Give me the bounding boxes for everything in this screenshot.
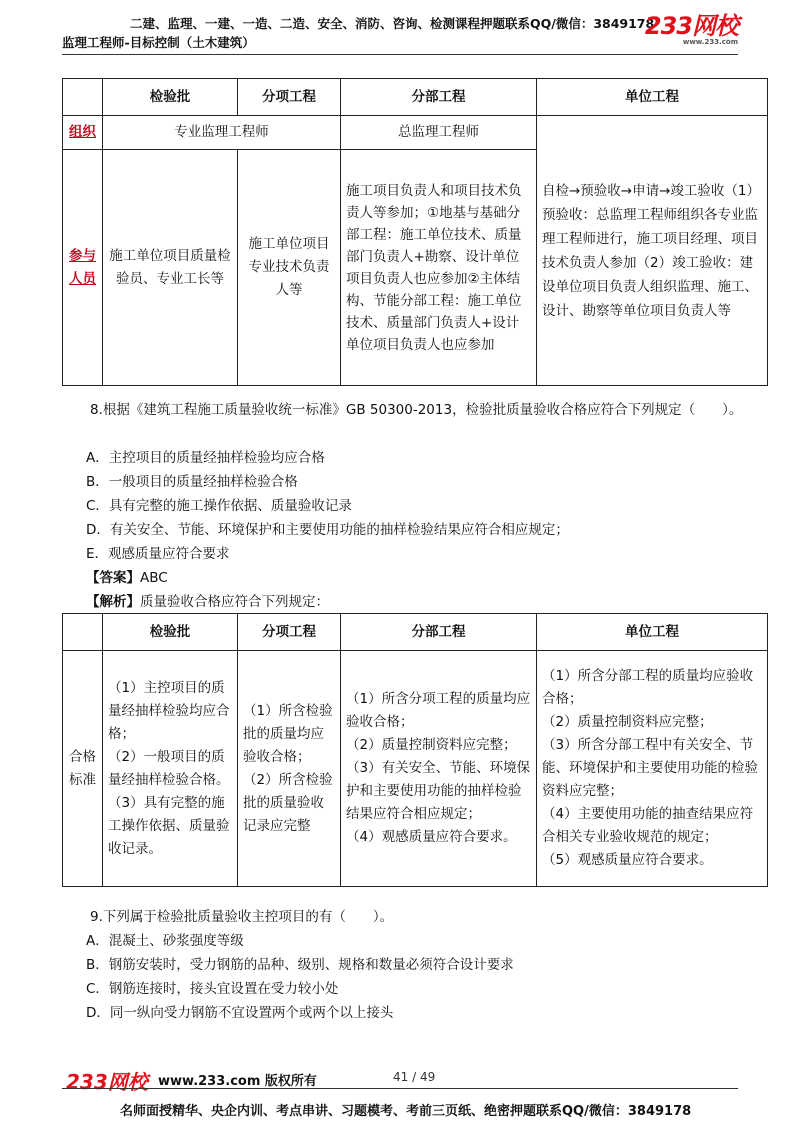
list-item: （4）主要使用功能的抽查结果应符合相关专业验收规范的规定； bbox=[542, 806, 754, 845]
table-row bbox=[63, 116, 768, 150]
option-e: E．观感质量应符合要求 bbox=[86, 546, 230, 562]
table-cell bbox=[341, 651, 537, 887]
footer-site[interactable]: www.233.com 版权所有 bbox=[158, 1074, 317, 1089]
row-label-organize[interactable]: 组织 bbox=[63, 116, 103, 150]
table-cell bbox=[103, 651, 238, 887]
header-cell: 单位工程 bbox=[537, 79, 768, 116]
table-header-row bbox=[63, 614, 768, 651]
list-item: （3）有关安全、节能、环境保护和主要使用功能的抽样检验结果应符合相应规定； bbox=[346, 760, 531, 822]
qualification-standard-table bbox=[62, 613, 768, 887]
list-item: （1）所含分部工程的质量均应验收合格； bbox=[542, 668, 754, 707]
header-cell: 单位工程 bbox=[537, 614, 768, 651]
doc-title: 监理工程师-目标控制（土木建筑） bbox=[62, 35, 255, 50]
list-item: （3）所含分部工程中有关安全、节能、环境保护和主要使用功能的检验资料应完整； bbox=[542, 737, 758, 799]
row-label: 合格标准 bbox=[63, 651, 103, 887]
table-cell: 施工单位项目质量检验员、专业工长等 bbox=[103, 150, 238, 386]
table-cell bbox=[238, 651, 341, 887]
footer-divider bbox=[62, 1088, 738, 1089]
table-cell: 自检→预验收→申请→竣工验收（1）预验收：总监理工程师组织各专业监理工程师进行，施工项目经理、项目技术负责人参加（2）竣工验收：建设单位项目负责人组织监理、施工、设计、勘察等单位项目负责人等 bbox=[537, 116, 768, 386]
analysis: 【解析】质量验收合格应符合下列规定： bbox=[86, 594, 329, 610]
row-label-participants[interactable]: 参与人员 bbox=[63, 150, 103, 386]
header-cell: 分项工程 bbox=[238, 79, 341, 116]
header-promo: 二建、监理、一建、一造、二造、安全、消防、咨询、检测课程押题联系QQ/微信：3849178 bbox=[130, 16, 655, 31]
option-d: D．同一纵向受力钢筋不宜设置两个或两个以上接头 bbox=[86, 1005, 394, 1021]
footer-promo: 名师面授精华、央企内训、考点串讲、习题模考、考前三页纸、绝密押题联系QQ/微信：3849178 bbox=[120, 1104, 692, 1119]
list-item: （2）一般项目的质量经抽样检验合格。 bbox=[108, 748, 230, 788]
list-item: （4）观感质量应符合要求。 bbox=[346, 829, 517, 845]
option-a: A．主控项目的质量经抽样检验均应合格 bbox=[86, 450, 325, 466]
question-8-stem: 8.根据《建筑工程施工质量验收统一标准》GB 50300-2013，检验批质量验收合格应符合下列规定（ ）。 bbox=[90, 402, 743, 418]
header-cell: 分项工程 bbox=[238, 614, 341, 651]
list-item: （1）所含分项工程的质量均应验收合格； bbox=[346, 691, 531, 730]
list-item: （3）具有完整的施工操作依据、质量验收记录。 bbox=[108, 794, 230, 857]
question-9-stem: 9.下列属于检验批质量验收主控项目的有（ ）。 bbox=[90, 909, 394, 925]
table-cell: 施工项目负责人和项目技术负责人等参加；①地基与基础分部工程：施工单位技术、质量部门负责人+勘察、设计单位项目负责人也应参加②主体结构、节能分部工程：施工单位技术、质量部门负责人+设计单位项目负责人也应参加 bbox=[341, 150, 537, 386]
header-cell bbox=[63, 79, 103, 116]
list-item: （2）质量控制资料应完整； bbox=[542, 714, 713, 730]
acceptance-organization-table bbox=[62, 78, 768, 386]
table-cell bbox=[537, 651, 768, 887]
option-a: A．混凝土、砂浆强度等级 bbox=[86, 933, 244, 949]
footer-logo[interactable]: 233网校 bbox=[66, 1070, 148, 1094]
header-cell: 分部工程 bbox=[341, 79, 537, 116]
site-logo[interactable]: 233网校 www.233.com bbox=[644, 12, 738, 46]
table-header-row bbox=[63, 79, 768, 116]
option-b: B．一般项目的质量经抽样检验合格 bbox=[86, 474, 298, 490]
list-item: （5）观感质量应符合要求。 bbox=[542, 852, 713, 868]
table-cell: 总监理工程师 bbox=[341, 116, 537, 150]
header-divider bbox=[62, 54, 738, 55]
option-d: D．有关安全、节能、环境保护和主要使用功能的抽样检验结果应符合相应规定； bbox=[86, 522, 569, 538]
table-cell: 施工单位项目专业技术负责人等 bbox=[238, 150, 341, 386]
list-item: （1）主控项目的质量经抽样检验均应合格； bbox=[108, 679, 230, 742]
list-item: （1）所含检验批的质量均应验收合格； bbox=[243, 702, 333, 765]
page-number: 41 / 49 bbox=[393, 1070, 436, 1084]
header-cell: 检验批 bbox=[103, 614, 238, 651]
table-row bbox=[63, 651, 768, 887]
option-c: C．钢筋连接时，接头宜设置在受力较小处 bbox=[86, 981, 339, 997]
header-cell: 分部工程 bbox=[341, 614, 537, 651]
list-item: （2）质量控制资料应完整； bbox=[346, 737, 517, 753]
list-item: （2）所含检验批的质量验收记录应完整 bbox=[243, 771, 333, 834]
header-cell bbox=[63, 614, 103, 651]
option-c: C．具有完整的施工操作依据、质量验收记录 bbox=[86, 498, 352, 514]
option-b: B．钢筋安装时，受力钢筋的品种、级别、规格和数量必须符合设计要求 bbox=[86, 957, 514, 973]
answer: 【答案】ABC bbox=[86, 570, 168, 586]
header-cell: 检验批 bbox=[103, 79, 238, 116]
table-cell: 专业监理工程师 bbox=[103, 116, 341, 150]
